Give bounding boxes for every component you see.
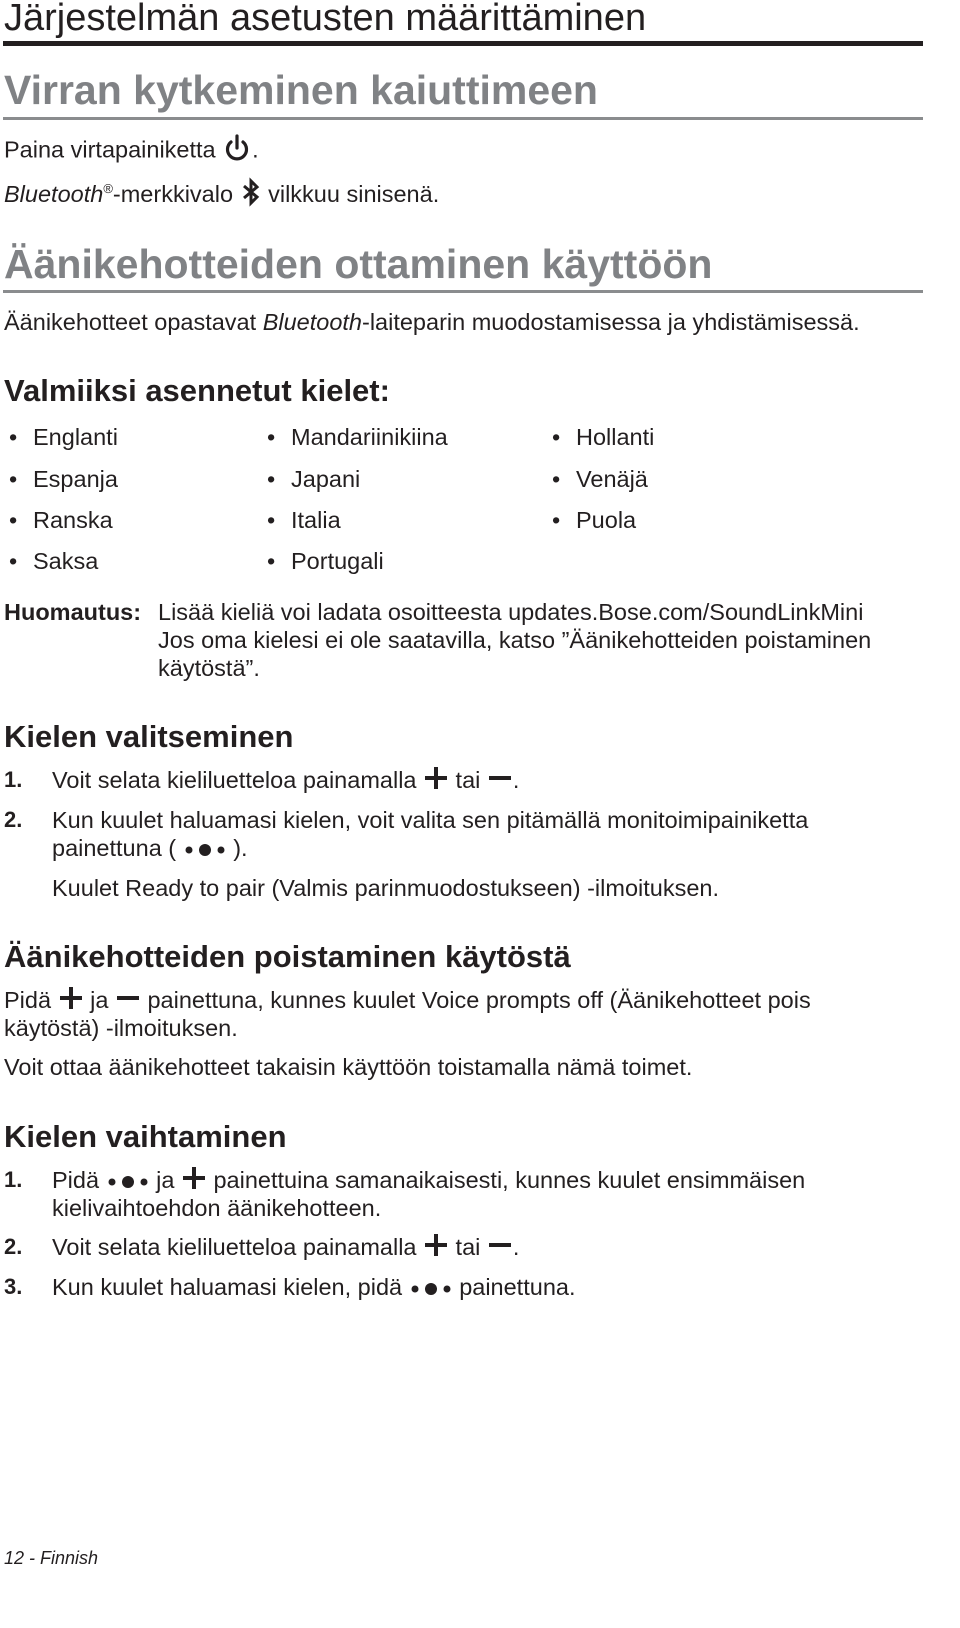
language-item: • Saksa — [33, 546, 98, 576]
select-step-2-line-2 — [52, 833, 248, 865]
disable-line-1-and: ja — [90, 987, 109, 1013]
prompts-intro-brand: Bluetooth — [262, 309, 362, 335]
power-rule — [3, 117, 923, 120]
disable-line-1-start: Pidä — [4, 987, 52, 1013]
disable-prompts-heading: Äänikehotteiden poistaminen käytöstä — [4, 939, 571, 974]
language-item: • Puola — [576, 505, 636, 535]
change-step-3-end: painettuna. — [459, 1274, 576, 1300]
language-item: • Italia — [291, 505, 341, 535]
language-item: • Ranska — [33, 505, 113, 535]
select-language-heading: Kielen valitseminen — [4, 719, 294, 754]
step-number: 3. — [4, 1274, 23, 1299]
language-item: • Portugali — [291, 546, 384, 576]
change-step-3 — [52, 1272, 575, 1304]
page-footer: 12 - Finnish — [4, 1548, 99, 1568]
languages-heading: Valmiiksi asennetut kielet: — [4, 373, 390, 408]
registered-mark: ® — [103, 181, 113, 196]
prompts-intro — [4, 307, 860, 337]
select-step-1-text: Voit selata kieliluetteloa painamalla — [52, 767, 417, 793]
select-step-2-result: Kuulet Ready to pair (Valmis parinmuodostukseen) -ilmoituksen. — [52, 875, 720, 901]
plus-icon — [423, 1232, 449, 1265]
power-heading: Virran kytkeminen kaiuttimeen — [4, 67, 598, 113]
select-step-2-line-1: Kun kuulet haluamasi kielen, voit valita sen pitämällä monitoimipainiketta — [52, 807, 809, 833]
power-line-1-end: . — [252, 136, 259, 163]
change-step-1-start: Pidä — [52, 1167, 100, 1193]
language-item: • Mandariinikiina — [291, 422, 448, 452]
prompts-rule — [3, 290, 923, 293]
power-line-2-end: vilkkuu sinisenä. — [268, 180, 440, 207]
disable-line-3: Voit ottaa äänikehotteet takaisin käyttöön toistamalla nämä toimet. — [4, 1054, 693, 1080]
select-step-2-line-2-end: ). — [233, 835, 248, 861]
select-step-1 — [52, 765, 519, 798]
title-rule — [3, 41, 923, 46]
minus-icon — [487, 1232, 513, 1265]
select-step-1-or: tai — [455, 767, 481, 793]
note-label: Huomautus: — [4, 599, 142, 625]
change-step-2 — [52, 1232, 519, 1265]
plus-icon — [423, 765, 449, 798]
change-step-2-or: tai — [455, 1234, 481, 1260]
change-step-2-text: Voit selata kieliluetteloa painamalla — [52, 1234, 417, 1260]
power-line-1-text: Paina virtapainiketta — [4, 136, 216, 163]
note-line-3: käytöstä”. — [158, 655, 260, 681]
note-line-1: Lisää kieliä voi ladata osoitteesta updates.Bose.com/SoundLinkMini — [158, 599, 864, 625]
select-step-2-line-2-text: painettuna ( — [52, 835, 177, 861]
select-step-1-end: . — [512, 767, 520, 793]
power-icon — [222, 134, 252, 169]
change-step-2-end: . — [512, 1234, 520, 1260]
power-line-1 — [4, 134, 259, 169]
multifunction-button-icon — [409, 1274, 453, 1304]
prompts-intro-start: Äänikehotteet opastavat — [4, 309, 263, 335]
language-item: • Hollanti — [576, 422, 654, 452]
change-step-1-end: painettuina samanaikaisesti, kunnes kuulet ensimmäisen — [213, 1167, 806, 1193]
page-title: Järjestelmän asetusten määrittäminen — [4, 0, 647, 39]
step-number: 2. — [4, 807, 23, 832]
change-step-1-and: ja — [156, 1167, 175, 1193]
step-number: 1. — [4, 767, 23, 792]
disable-line-2: käytöstä) -ilmoituksen. — [4, 1015, 238, 1041]
language-item: • Espanja — [33, 464, 118, 494]
language-item: • Japani — [291, 464, 360, 494]
change-step-3-text: Kun kuulet haluamasi kielen, pidä — [52, 1274, 403, 1300]
power-line-2-mid: -merkkivalo — [112, 180, 234, 207]
language-item: • Venäjä — [576, 464, 648, 494]
power-line-2 — [4, 174, 439, 214]
bluetooth-brand: Bluetooth — [4, 180, 104, 207]
multifunction-button-icon — [183, 835, 227, 865]
minus-icon — [487, 765, 513, 798]
note-line-2: Jos oma kielesi ei ole saatavilla, katso ”Äänikehotteiden poistaminen — [158, 627, 872, 653]
change-step-1-line-2: kielivaihtoehdon äänikehotteen. — [52, 1195, 382, 1221]
language-item: • Englanti — [33, 422, 118, 452]
prompts-heading: Äänikehotteiden ottaminen käyttöön — [4, 241, 713, 287]
change-language-heading: Kielen vaihtaminen — [4, 1119, 287, 1154]
step-number: 2. — [4, 1234, 23, 1259]
disable-line-1-end: painettuna, kunnes kuulet Voice prompts off (Äänikehotteet pois — [147, 987, 811, 1013]
bluetooth-icon — [240, 177, 262, 214]
prompts-intro-end: -laiteparin muodostamisessa ja yhdistämisessä. — [362, 309, 860, 335]
step-number: 1. — [4, 1167, 23, 1192]
